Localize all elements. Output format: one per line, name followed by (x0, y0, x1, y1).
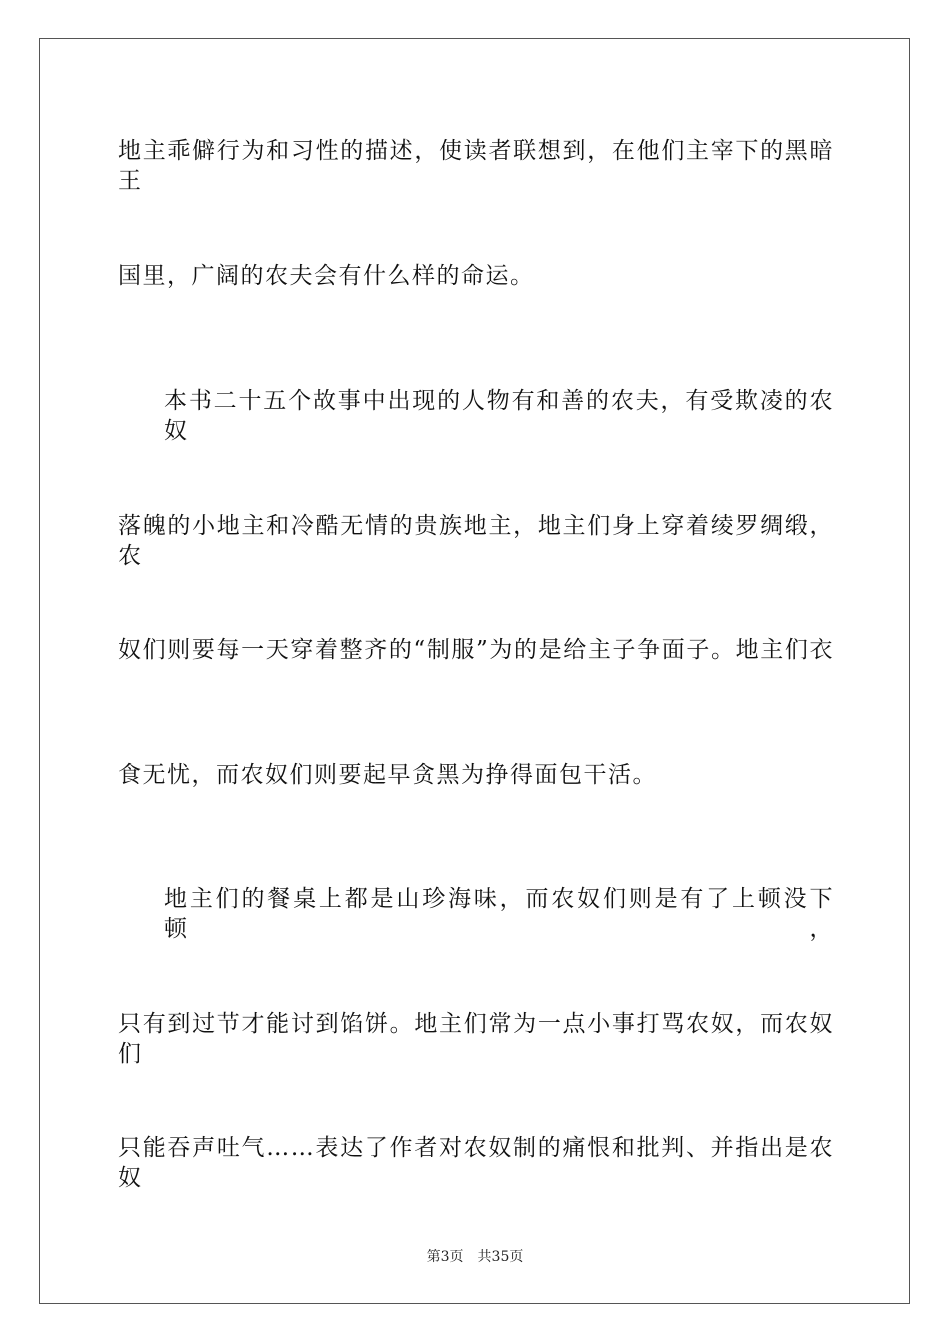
paragraph-line: 只能吞声吐气……表达了作者对农奴制的痛恨和批判、并指出是农奴 (118, 1135, 834, 1191)
paragraph-line: 国里，广阔的农夫会有什么样的命运。 (118, 263, 535, 289)
page-total: 共35页 (477, 1249, 524, 1265)
paragraph-line: 奴们则要每一天穿着整齐的“制服”为的是给主子争面子。地主们衣 (118, 637, 834, 663)
page-footer (0, 1248, 950, 1266)
page-border (39, 38, 910, 1304)
paragraph-line: 食无忧，而农奴们则要起早贪黑为挣得面包干活。 (118, 762, 657, 788)
paragraph-line: 只有到过节才能讨到馅饼。地主们常为一点小事打骂农奴，而农奴们 (118, 1011, 834, 1067)
paragraph-line: 地主乖僻行为和习性的描述，使读者联想到，在他们主宰下的黑暗王 (118, 138, 834, 194)
paragraph-line: 落魄的小地主和冷酷无情的贵族地主，地主们身上穿着绫罗绸缎，农 (118, 513, 834, 569)
paragraph-line: 地主们的餐桌上都是山珍海味，而农奴们则是有了上顿没下顿， (164, 886, 834, 942)
page-number: 第3页 (426, 1249, 464, 1265)
paragraph-line: 本书二十五个故事中出现的人物有和善的农夫，有受欺凌的农奴 (164, 388, 834, 444)
